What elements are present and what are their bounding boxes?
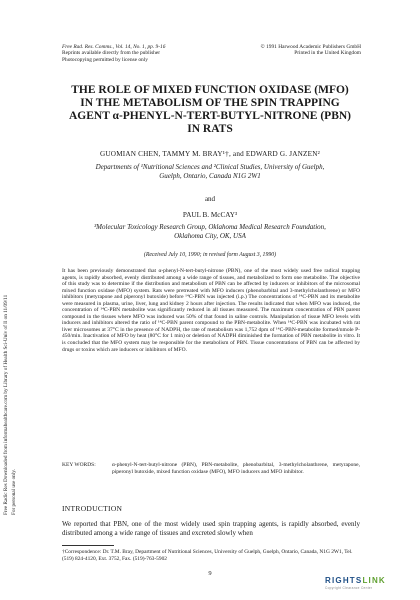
key-words (62, 462, 360, 475)
footnote-rule (62, 545, 114, 546)
received-dates: (Received July 10, 1990; in revised form August 3, 1990) (143, 252, 277, 258)
publisher-header (243, 44, 361, 57)
affiliation-line: Oklahoma City, OK, USA (174, 232, 246, 240)
second-author: PAUL B. McCAY³ (182, 211, 238, 219)
journal-citation: Free Rad. Res. Comms., Vol. 14, No. 1, pp. 9-16 (62, 44, 166, 50)
logo-word-main: RIGHTS (325, 576, 363, 585)
author-conjunction: and (204, 195, 216, 203)
page-number: 9 (208, 570, 212, 577)
key-words-label: KEY WORDS: (62, 462, 96, 468)
affiliation-line: Guelph, Ontario, Canada N1G 2W1 (159, 172, 261, 180)
affiliation-line: ³Molecular Toxicology Research Group, Oklahoma Medical Research Foundation, (94, 223, 326, 231)
author-list: GUOMIAN CHEN, TAMMY M. BRAY¹†, and EDWARD G. JANZEN² (100, 150, 320, 158)
logo-wordmark (325, 576, 395, 585)
download-sidebar (3, 215, 25, 515)
logo-word-accent: LINK (362, 576, 386, 585)
introduction-heading: INTRODUCTION (62, 504, 123, 513)
abstract: It has been previously demonstrated that α-phenyl-N-tert-butyl-nitrone (PBN), one of the most widely used free radical trapping agents, is rapidly absorbed, evenly distributed among a wide range of tissues, and metabolized to form one metabolite. The objective of this study was to determine if the distribution and metabolism of PBN can be affected by inducers or inhibitors of the microsomal mixed function oxidase (MFO) system. Rats were pretreated with MFO inducers (phenobarbital and 3-methylcholanthrene) or MFO inhibitors (metyrapone and piperonyl butoxide) before ¹⁴C-PBN was injected (i.p.) The concentrations of ¹⁴C-PBN and its metabolite were measured in plasma, urine, liver, lung and kidney 2 hours after injection. The results indicated that when MFO was induced, the concentration of ¹⁴C-PBN metabolite was significantly reduced in all tissues measured. The maximum concentration of PBN parent compound in the tissues where MFO was induced was 50% of that found in saline controls. Manipulation of tissue MFO levels with inducers and inhibitors altered the ratio of ¹⁴C-PBN parent compound to the PBN-metabolite. When ¹⁴C-PBN was incubated with rat liver microsomes at 37°C in the presence of NADPH, the rate of metabolism was 1,752 dpm of ¹⁴C-PBN-metabolite formed/nmole P-450/min. Inactivation of MFO by heat (80°C for 1 min) or deletion of NADPH diminished the formation of PBN metabolite in vitro. It is concluded that the MFO system may be responsible for the metabolism of PBN. Tissue concentrations of PBN can be affected by drugs or toxins which are inducers or inhibitors of MFO. (62, 268, 360, 353)
affiliation-line: Departments of ¹Nutritional Sciences and ²Clinical Studies, University of Guelph, (95, 163, 325, 171)
rightslink-logo[interactable] (325, 576, 395, 590)
title-line: IN THE METABOLISM OF THE SPIN TRAPPING (80, 97, 340, 109)
printed-note: Printed in the United Kingdom (294, 50, 361, 57)
title-line: IN RATS (187, 123, 233, 135)
introduction-text: We reported that PBN, one of the most widely used spin trapping agents, is rapidly absorbed, evenly distributed among a wide range of tissues and excreted slowly when (62, 520, 360, 537)
download-notice: Free Radic Res Downloaded from informahealthcare.com by Library of Health Sci-Univ of Il on 11/09/11 (3, 294, 9, 515)
key-words-text: α-phenyl-N-tert-butyl-nitrone (PBN), PBN-metabolite, phenobarbital, 3-methylcholanthrene, metyrapone, piperonyl butoxide, mixed function oxidase (MFO), MFO inducers and MFO inhibitor. (112, 462, 360, 475)
photocopy-note: Photocopying permitted by license only (62, 56, 148, 63)
copyright-note: © 1991 Harwood Academic Publishers GmbH (260, 44, 361, 50)
title-line: AGENT α-PHENYL-N-TERT-BUTYL-NITRONE (PBN) (68, 110, 352, 122)
logo-tagline: Copyright Clearance Center (325, 586, 373, 590)
correspondence-footnote: †Correspondence: Dr. T.M. Bray, Department of Nutritional Sciences, University of Guelph, Guelph, Ontario, Canada, N1G 2W1, Tel. (519) 824-4120, Ext. 3752, Fax. (519)-763-5902 (62, 549, 353, 562)
paper-title (60, 84, 360, 136)
reprints-note: Reprints available directly from the publisher (62, 50, 161, 57)
affiliation-guelph (60, 163, 360, 181)
personal-use-notice: For personal use only. (11, 469, 17, 515)
title-line: THE ROLE OF MIXED FUNCTION OXIDASE (MFO) (71, 84, 349, 96)
affiliation-oklahoma (60, 223, 360, 241)
journal-header (62, 44, 165, 63)
